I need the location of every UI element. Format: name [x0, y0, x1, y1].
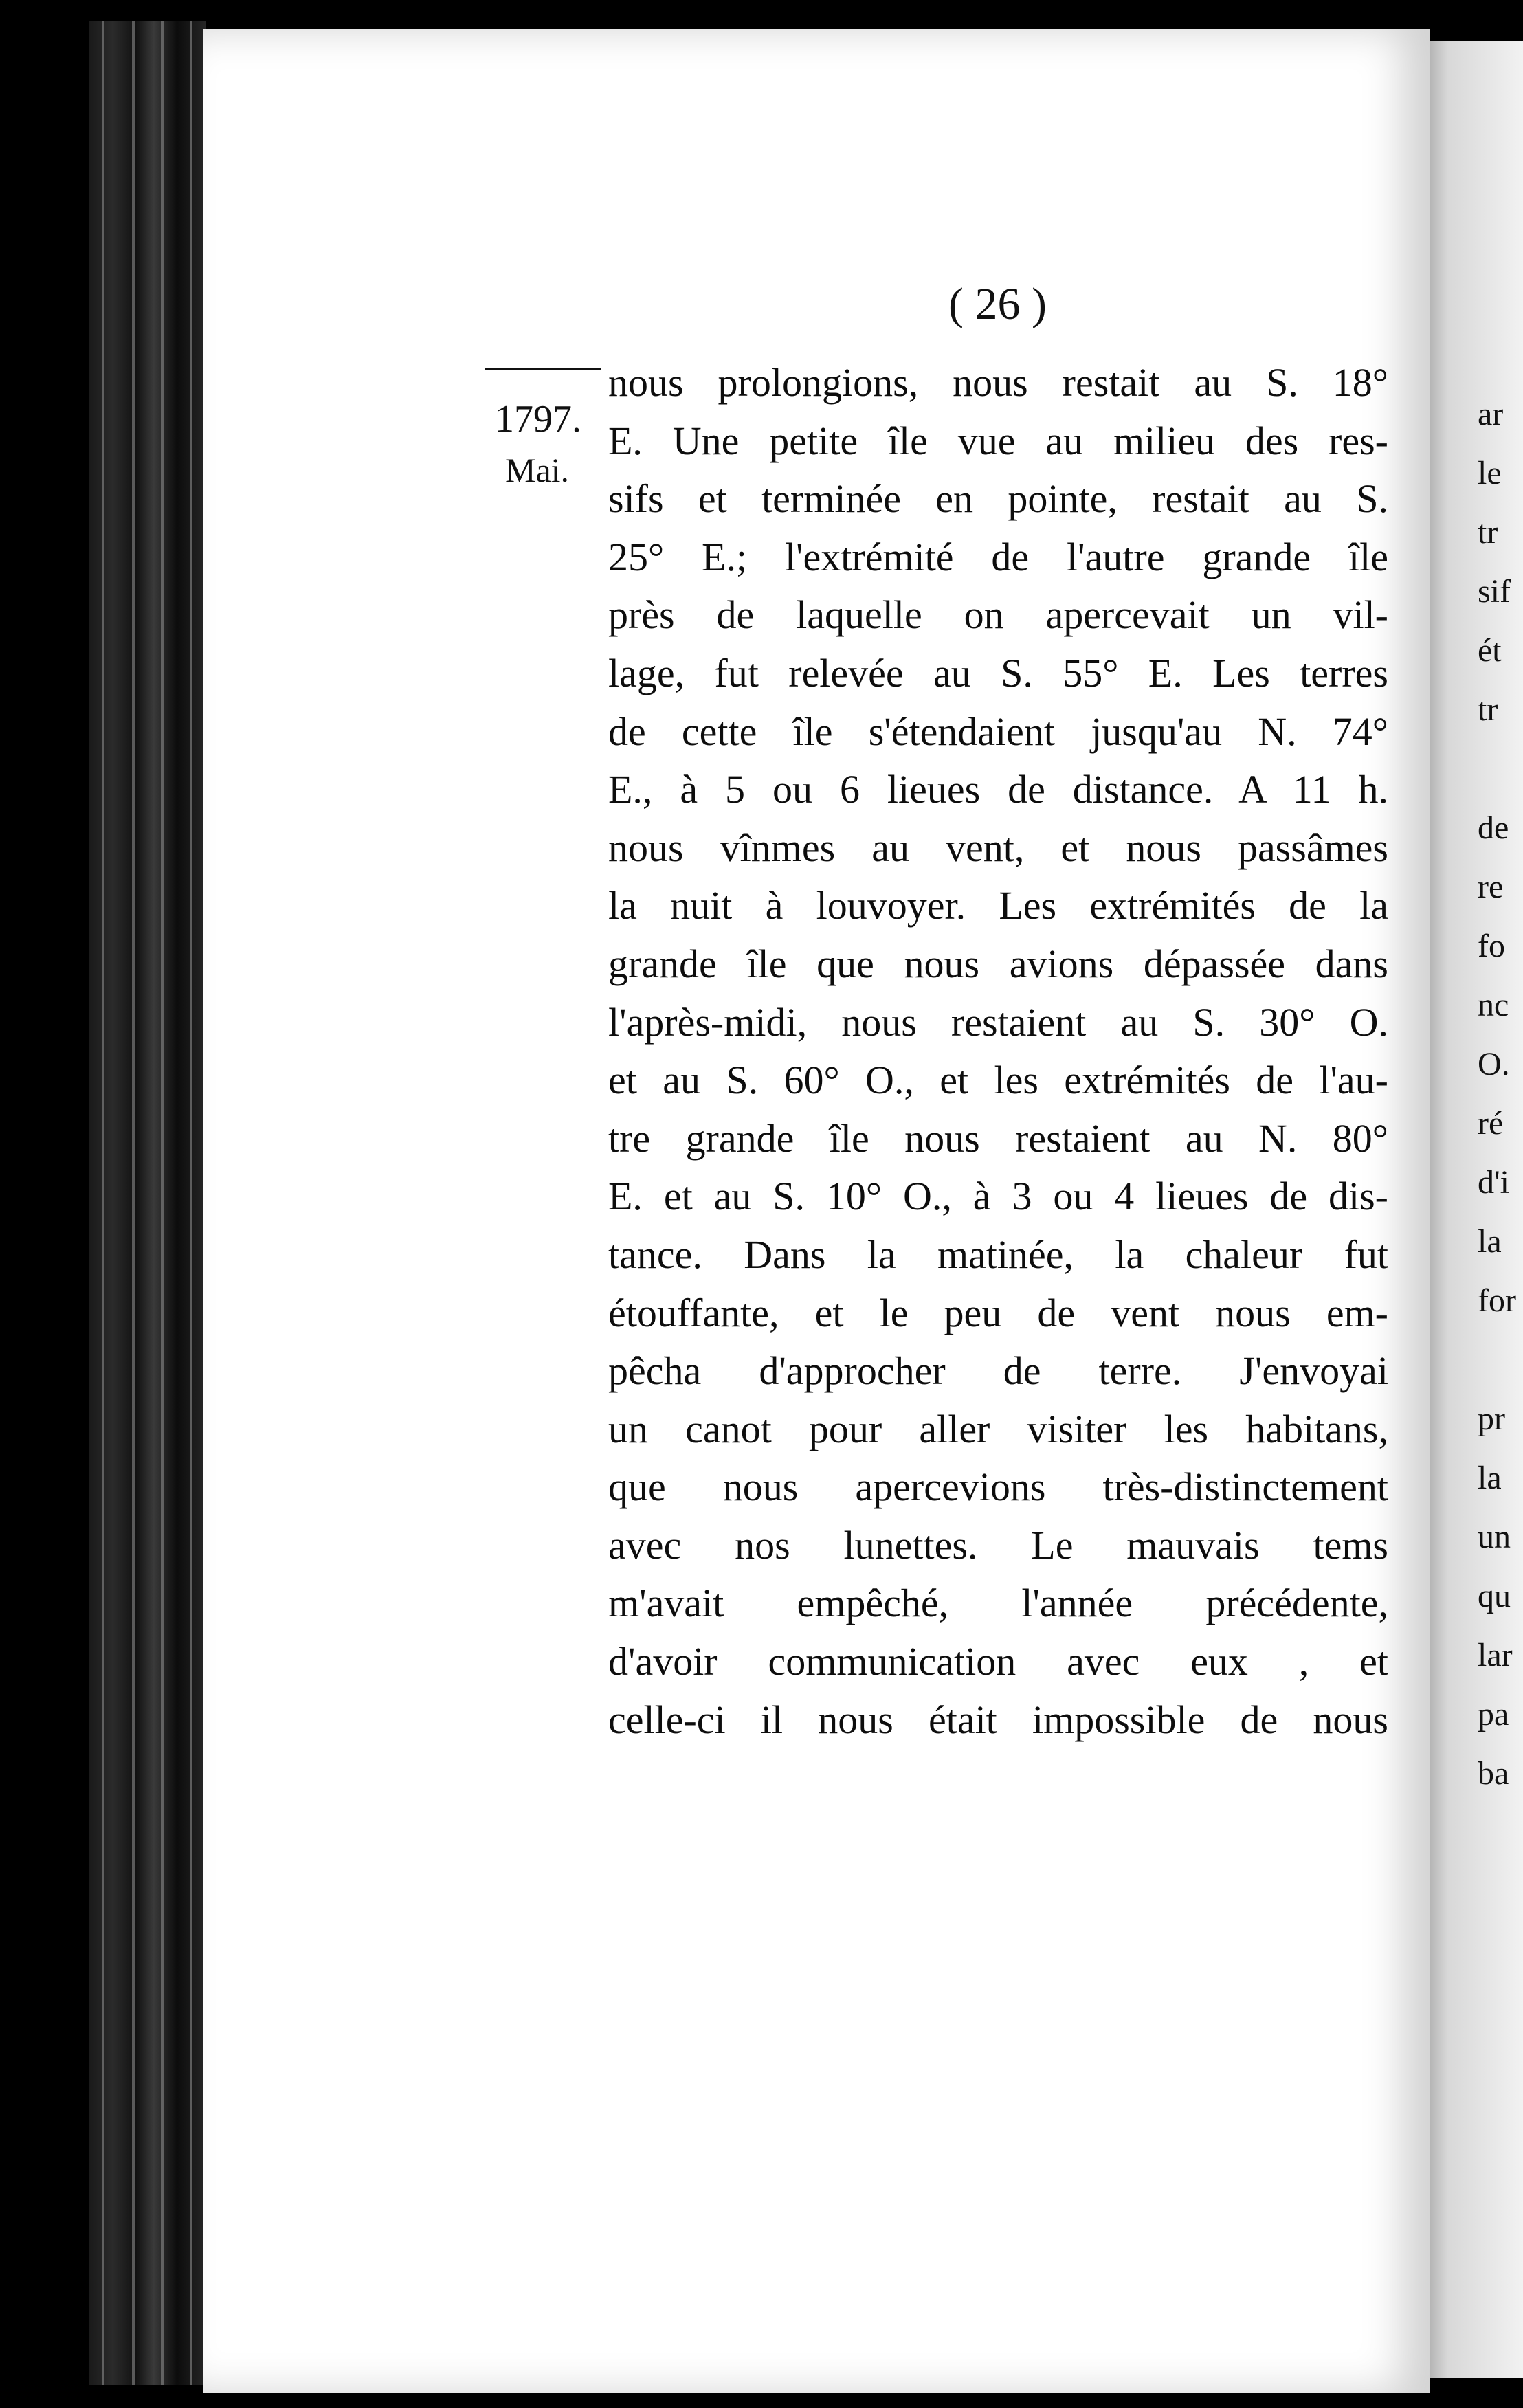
peek-fragment: pr	[1478, 1401, 1505, 1437]
peek-fragment: lar	[1478, 1637, 1513, 1673]
text-line: avec nos lunettes. Le mauvais tems	[608, 1522, 1388, 1568]
peek-fragment: la	[1478, 1223, 1502, 1260]
page-number: ( 26 )	[948, 279, 1047, 329]
peek-fragment: for	[1478, 1282, 1516, 1319]
text-line: m'avait empêché, l'année précédente,	[608, 1581, 1388, 1626]
peek-fragment: ar	[1478, 396, 1504, 432]
text-line: que nous apercevions très-distinctement	[608, 1464, 1388, 1510]
body-text	[608, 354, 1388, 1749]
spine-edge-line	[161, 21, 164, 2385]
spine-edge-line	[190, 21, 192, 2385]
text-line: celle-ci il nous était impossible de nous	[608, 1697, 1388, 1742]
peek-fragment: pa	[1478, 1696, 1509, 1732]
text-line: la nuit à louvoyer. Les extrémités de la	[608, 883, 1388, 928]
next-page-text-peek	[1478, 385, 1523, 1803]
text-line: grande île que nous avions dépassée dans	[608, 941, 1388, 986]
text-line: de cette île s'étendaient jusqu'au N. 74°	[608, 709, 1388, 754]
peek-fragment: qu	[1478, 1578, 1511, 1614]
text-line: E. et au S. 10° O., à 3 ou 4 lieues de dis-	[608, 1174, 1388, 1219]
peek-fragment: tr	[1478, 514, 1498, 550]
peek-fragment: ré	[1478, 1105, 1504, 1141]
margin-year: 1797.	[495, 398, 581, 441]
peek-fragment: re	[1478, 869, 1504, 905]
book-spine	[89, 21, 206, 2385]
margin-rule	[485, 368, 601, 370]
peek-fragment: le	[1478, 455, 1502, 491]
text-line: tance. Dans la matinée, la chaleur fut	[608, 1231, 1388, 1277]
margin-month: Mai.	[505, 451, 570, 489]
spine-edge-line	[132, 21, 135, 2385]
text-line: étouffante, et le peu de vent nous em-	[608, 1290, 1388, 1335]
text-line: et au S. 60° O., et les extrémités de l'au-	[608, 1058, 1388, 1103]
text-line: d'avoir communication avec eux , et	[608, 1639, 1388, 1684]
peek-fragment: sif	[1478, 573, 1511, 610]
peek-fragment	[1478, 1330, 1523, 1390]
text-line: E. Une petite île vue au milieu des res-	[608, 418, 1388, 463]
peek-fragment: tr	[1478, 691, 1498, 728]
peek-fragment: la	[1478, 1460, 1502, 1496]
spine-edge-line	[102, 21, 104, 2385]
text-line: pêcha d'approcher de terre. J'envoyai	[608, 1348, 1388, 1394]
peek-fragment: de	[1478, 810, 1509, 846]
text-line: sifs et terminée en pointe, restait au S.	[608, 476, 1388, 522]
text-line: nous vînmes au vent, et nous passâmes	[608, 825, 1388, 870]
text-line: tre grande île nous restaient au N. 80°	[608, 1115, 1388, 1161]
text-line: lage, fut relevée au S. 55° E. Les terres	[608, 650, 1388, 695]
peek-fragment: ba	[1478, 1755, 1509, 1792]
peek-fragment: ét	[1478, 632, 1502, 669]
peek-fragment: fo	[1478, 928, 1505, 964]
peek-fragment: d'i	[1478, 1164, 1509, 1201]
text-line: près de laquelle on apercevait un vil-	[608, 592, 1388, 638]
peek-fragment: O.	[1478, 1046, 1510, 1082]
text-line: 25° E.; l'extrémité de l'autre grande île	[608, 534, 1388, 579]
peek-fragment	[1478, 739, 1523, 799]
text-line: E., à 5 ou 6 lieues de distance. A 11 h.	[608, 767, 1388, 812]
text-line: un canot pour aller visiter les habitans,	[608, 1406, 1388, 1451]
text-line: nous prolongions, nous restait au S. 18°	[608, 360, 1388, 405]
peek-fragment: un	[1478, 1519, 1511, 1555]
peek-fragment: nc	[1478, 987, 1509, 1023]
text-line: l'après-midi, nous restaient au S. 30° O.	[608, 999, 1388, 1045]
